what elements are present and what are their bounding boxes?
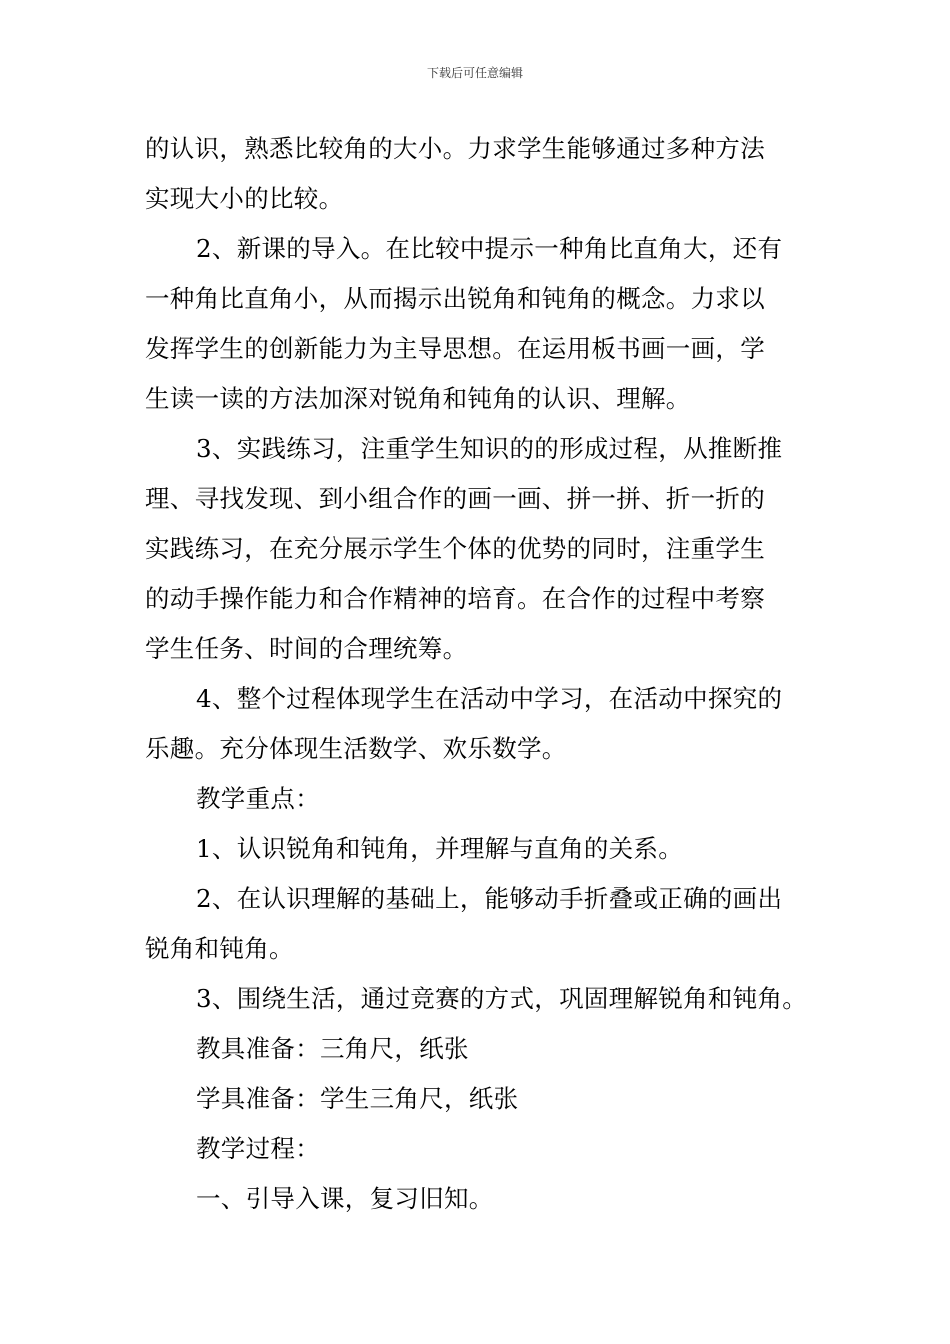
- section-heading: 教学重点：: [196, 784, 320, 813]
- text-line: 理、寻找发现、到小组合作的画一画、拼一拼、折一折的: [145, 484, 765, 513]
- text-line: 乐趣。充分体现生活数学、欢乐数学。: [145, 734, 567, 763]
- paragraph-line: 1、认识锐角和钝角，并理解与直角的关系。: [196, 834, 684, 863]
- page-header-note: 下载后可任意编辑: [426, 66, 523, 80]
- text-line: 一种角比直角小，从而揭示出锐角和钝角的概念。力求以: [145, 284, 765, 313]
- text-line: 生读一读的方法加深对锐角和钝角的认识、理解。: [145, 384, 691, 413]
- paragraph-line: 学具准备：学生三角尺，纸张: [196, 1084, 519, 1113]
- text-line: 发挥学生的创新能力为主导思想。在运用板书画一画，学: [145, 334, 765, 363]
- text-line: 的认识，熟悉比较角的大小。力求学生能够通过多种方法: [145, 134, 765, 163]
- paragraph-line: 教具准备：三角尺，纸张: [196, 1034, 469, 1063]
- paragraph-line: 4、整个过程体现学生在活动中学习，在活动中探究的: [196, 684, 783, 713]
- paragraph-line: 一、引导入课，复习旧知。: [196, 1184, 494, 1213]
- paragraph-line: 3、实践练习，注重学生知识的的形成过程，从推断推: [196, 434, 783, 463]
- text-line: 锐角和钝角。: [145, 934, 294, 963]
- text-line: 学生任务、时间的合理统筹。: [145, 634, 468, 663]
- document-body: [145, 124, 815, 1224]
- paragraph-line: 2、新课的导入。在比较中提示一种角比直角大，还有: [196, 234, 783, 263]
- paragraph-line: 3、围绕生活，通过竞赛的方式，巩固理解锐角和钝角。: [196, 984, 808, 1013]
- section-heading: 教学过程：: [196, 1134, 320, 1163]
- paragraph-line: 2、在认识理解的基础上，能够动手折叠或正确的画出: [196, 884, 783, 913]
- text-line: 的动手操作能力和合作精神的培育。在合作的过程中考察: [145, 584, 765, 613]
- text-line: 实践练习，在充分展示学生个体的优势的同时，注重学生: [145, 534, 765, 563]
- text-line: 实现大小的比较。: [145, 184, 344, 213]
